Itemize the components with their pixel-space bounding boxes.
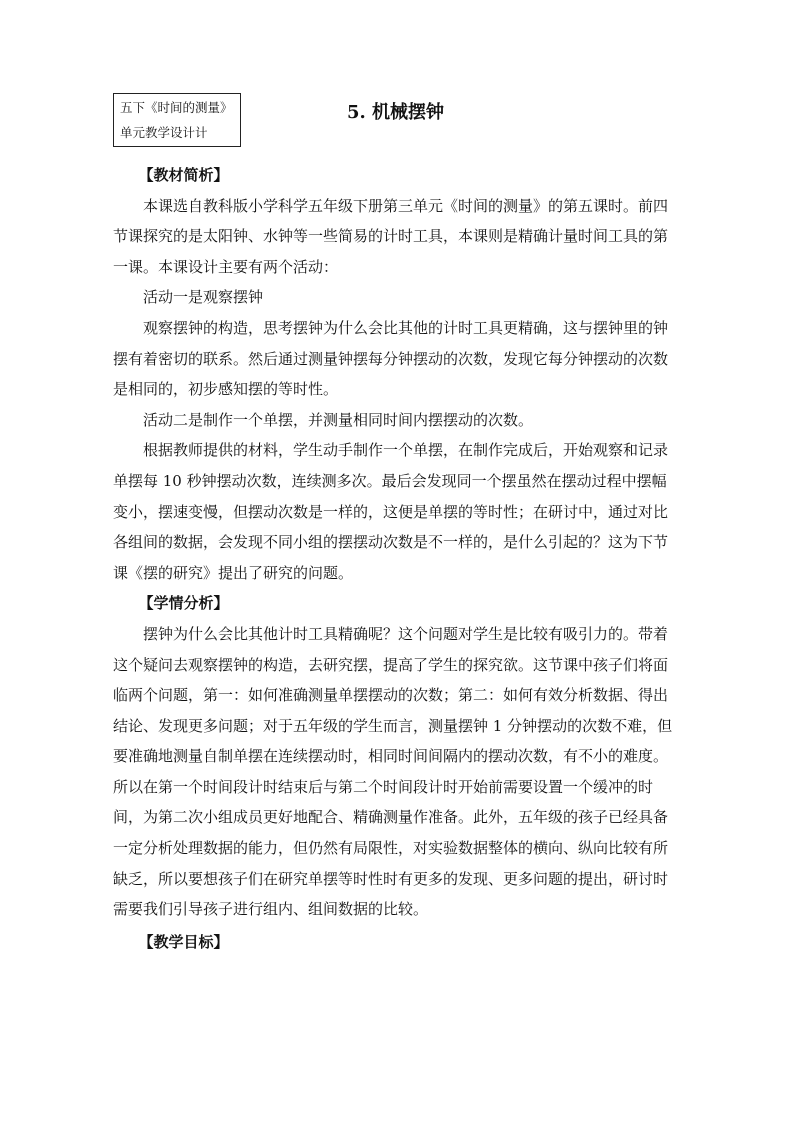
paragraph: 本课选自教科版小学科学五年级下册第三单元《时间的测量》的第五课时。前四节课探究的是太阳钟、水钟等一些简易的计时工具，本课则是精确计量时间工具的第一课。本课设计主要有两个活动： [113,196,669,276]
unit-label-line1: 五下《时间的测量》 [120,100,233,115]
section-heading-learner-analysis: 【学情分析】 [138,594,229,613]
paragraph: 活动二是制作一个单摆，并测量相同时间内摆摆动的次数。 [143,410,534,429]
unit-label-line2: 单元教学设计计 [120,125,208,140]
paragraph: 根据教师提供的材料，学生动手制作一个单摆，在制作完成后，开始观察和记录单摆每 10 秒钟摆动次数，连续测多次。最后会发现同一个摆虽然在摆动过程中摆幅变小，摆速变慢，但摆动次数是一样的，这便是单摆的等时性；在研讨中，通过对比各组间的数据，会发现不同小组的摆摆动次数是不一样的，是什么引起的？这为下节课《摆的研究》提出了研究的问题。 [113,441,669,582]
lesson-title: 5. 机械摆钟 [347,102,445,123]
paragraph: 摆钟为什么会比其他计时工具精确呢？这个问题对学生是比较有吸引力的。带着这个疑问去观察摆钟的构造，去研究摆，提高了学生的探究欲。这节课中孩子们将面临两个问题，第一：如何准确测量单摆摆动的次数；第二：如何有效分析数据、得出结论、发现更多问题；对于五年级的学生而言，测量摆钟 1 分钟摆动的次数不难，但要准确地测量自制单摆在连续摆动时，相同时间间隔内的摆动次数，有不小的难度。所以在第一个时间段计时结束后与第二个时间段计时开始前需要设置一个缓冲的时间，为第二次小组成员更好地配合、精确测量作准备。此外，五年级的孩子已经具备一定分析处理数据的能力，但仍然有局限性，对实验数据整体的横向、纵向比较有所缺乏，所以要想孩子们在研究单摆等时性时有更多的发现、更多问题的提出，研讨时需要我们引导孩子进行组内、组间数据的比较。 [113,624,673,919]
section-heading-teaching-goals: 【教学目标】 [138,932,229,951]
paragraph: 观察摆钟的构造，思考摆钟为什么会比其他的计时工具更精确，这与摆钟里的钟摆有着密切的联系。然后通过测量钟摆每分钟摆动的次数，发现它每分钟摆动的次数是相同的，初步感知摆的等时性。 [113,318,669,399]
section-heading-textbook-analysis: 【教材简析】 [138,166,229,184]
paragraph: 活动一是观察摆钟 [143,288,264,307]
document-body [113,160,679,957]
unit-label-box [113,93,241,147]
